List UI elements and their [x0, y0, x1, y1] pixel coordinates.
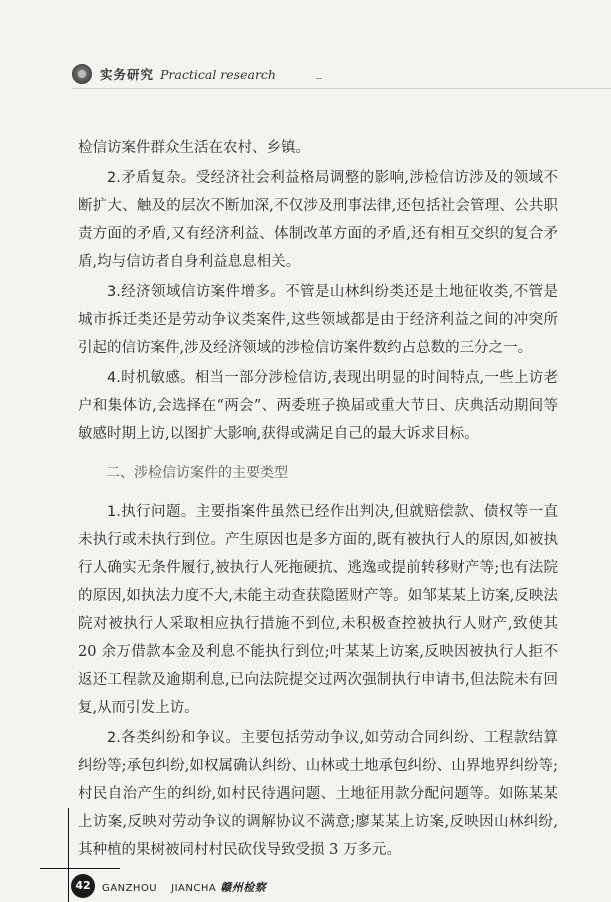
footer-text-cn: 赣州检察: [220, 881, 267, 894]
header-rule: [72, 88, 611, 89]
section-heading: 二、涉检信访案件的主要类型: [106, 465, 288, 481]
paragraph-text: 主要包括劳动争议,如劳动合同纠纷、工程款结算纠纷等;承包纠纷,如权属确认纠纷、山林或土地承包纠纷、山界地界纠纷等;村民自治产生的纠纷,如村民待遇问题、土地征用款分配问题等。如陈某某上访案,反映对劳动争议的调解协议不满意;廖某某上访案,反映因山林纠纷,其种植的果树被同村村民砍伐导致受损 3 万多元。: [78, 730, 558, 858]
paragraph-text: 检信访案件群众生活在农村、乡镇。: [78, 140, 310, 156]
crop-mark-horizontal: [40, 868, 120, 869]
paragraph-text: 主要指案件虽然已经作出判决,但就赔偿款、债权等一直未执行或未执行到位。产生原因也是多方面的,既有被执行人的原因,如被执行人确实无条件履行,被执行人死拖硬抗、逃逸或提前转移财产等;也有法院的原因,如执法力度不大,未能主动查获隐匿财产等。如邹某某上访案,反映法院对被执行人采取相应执行措施不到位,未积极查控被执行人财产,致使其 20 余万借款本金及利息不能执行到位;叶某某上访案,反映因被执行人拒不返还工程款及逾期利息,已向法院提交过两次强制执行申请书,但法院未有回复,从而引发上访。: [78, 504, 558, 716]
procuratorate-emblem-icon: [72, 64, 92, 84]
paragraph-lead: 3.经济领域信访案件增多。: [107, 284, 286, 300]
page-number: 42: [71, 874, 95, 898]
paragraph-economic-cases: [78, 278, 558, 362]
paragraph-contradictions: [78, 164, 558, 276]
footer-text-jiancha: JIANCHA: [171, 883, 217, 894]
running-footer: [102, 879, 266, 895]
paragraph-lead: 4.时机敏感。: [107, 370, 195, 386]
header-title-cn: 实务研究: [100, 67, 155, 82]
footer-text-ganzhou: GANZHOU: [102, 883, 158, 894]
paragraph-continued: [78, 134, 558, 162]
paragraph-lead: 1.执行问题。: [107, 504, 196, 520]
crop-mark-vertical: [68, 808, 69, 902]
header-tick: [316, 78, 322, 79]
header-title-en: Practical research: [160, 66, 276, 82]
paragraph-text: 受经济社会利益格局调整的影响,涉检信访涉及的领域不断扩大、触及的层次不断加深,不仅涉及刑事法律,还包括社会管理、公共职责方面的矛盾,又有经济利益、体制改革方面的矛盾,还有相互交织的复合矛盾,均与信访者自身利益息息相关。: [78, 170, 558, 270]
running-header: [72, 62, 276, 86]
paragraph-timing: [78, 364, 558, 448]
paragraph-lead: 2.各类纠纷和争议。: [107, 730, 241, 746]
paragraph-lead: 2.矛盾复杂。: [107, 170, 196, 186]
paragraph-execution: [78, 498, 558, 722]
paragraph-text: 不管是山林纠纷类还是土地征收类,不管是城市拆迁类还是劳动争议类案件,这些领域都是由于经济利益之间的冲突所引起的信访案件,涉及经济领域的涉检信访案件数约占总数的三分之一。: [78, 284, 558, 356]
paragraph-text: 相当一部分涉检信访,表现出明显的时间特点,一些上访老户和集体访,会选择在“两会”、两委班子换届或重大节日、庆典活动期间等敏感时期上访,以图扩大影响,获得或满足自己的最大诉求目标。: [78, 370, 558, 442]
article-body: [78, 134, 558, 864]
paragraph-disputes: [78, 724, 558, 864]
